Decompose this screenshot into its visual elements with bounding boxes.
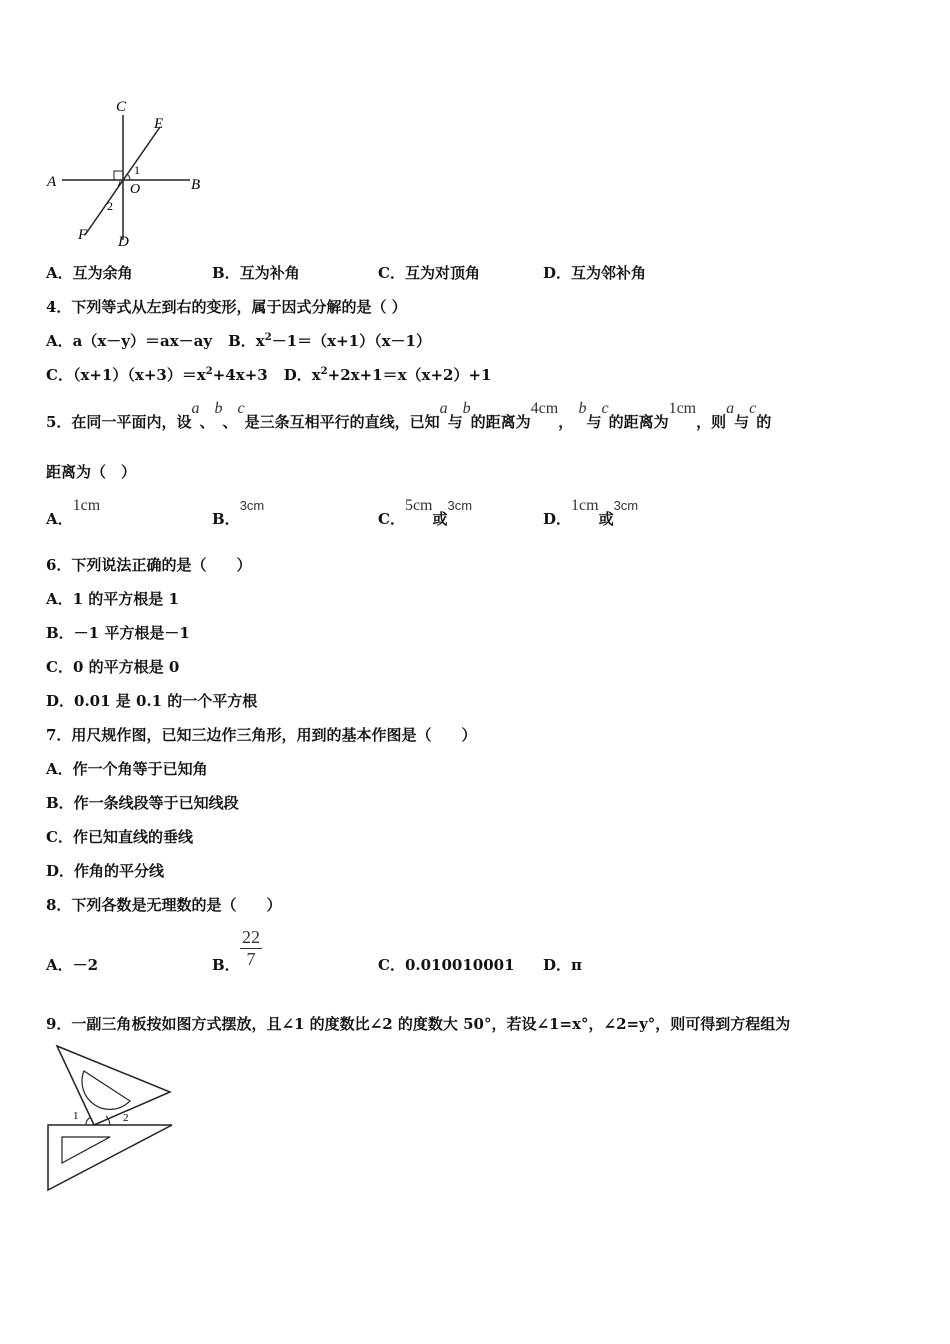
q8-option-b-key: B． <box>212 956 240 974</box>
label-f: F <box>78 227 88 243</box>
label-angle-2: 2 <box>123 1112 129 1124</box>
label-angle-1: 1 <box>73 1110 79 1122</box>
q6-option-c: C．0 的平方根是 0 <box>46 658 180 676</box>
q5-option-c: C．5cm或3cm <box>378 497 473 528</box>
q3-option-d: D．互为邻补角 <box>543 264 647 282</box>
q8-option-c: C．0.010010001 <box>378 956 515 974</box>
lower-set-square <box>48 1125 172 1190</box>
q3-option-b: B．互为补角 <box>212 264 300 282</box>
q8-stem: 8．下列各数是无理数的是（ ） <box>46 896 282 914</box>
q7-option-c: C．作已知直线的垂线 <box>46 828 193 846</box>
q5-stem: 5．在同一平面内，设a、b、c是三条互相平行的直线，已知a与b的距离为4cm， b与c的距离为1cm，则a与c的 <box>46 400 772 431</box>
q6-option-d: D．0.01 是 0.1 的一个平方根 <box>46 692 258 710</box>
q4-option-c: C．$(x+1)(x+3)=x^2+4x+3$ <box>46 366 268 384</box>
angle-1-arc <box>127 174 130 180</box>
q4-option-b: B．$x^2-1=(x+1)(x-1)$ <box>228 332 431 350</box>
q4-option-a: A．a（x－y）＝ax－ay <box>46 332 213 350</box>
label-angle-2: 2 <box>107 199 113 213</box>
right-angle-mark <box>114 171 123 180</box>
q3-option-c: C．互为对顶角 <box>378 264 480 282</box>
intersecting-lines-figure <box>40 95 215 255</box>
label-o: O <box>130 182 141 197</box>
q5-stem-line2: 距离为（ ） <box>46 463 137 481</box>
label-c: C <box>116 99 127 115</box>
q8-option-a: A．－2 <box>46 956 99 974</box>
q6-stem: 6．下列说法正确的是（ ） <box>46 556 252 574</box>
label-e: E <box>154 116 164 132</box>
q8-option-b-fraction <box>240 927 262 970</box>
fraction-denominator: 7 <box>246 949 256 969</box>
q5-option-b: B．3cm <box>212 498 265 528</box>
q7-stem: 7．用尺规作图，已知三边作三角形，用到的基本作图是（ ） <box>46 726 477 744</box>
q4-options-row1 <box>46 330 431 351</box>
q7-option-d: D．作角的平分线 <box>46 862 165 880</box>
q4-option-d: D．$x^2+2x+1=x(x+2)+1$ <box>283 366 492 384</box>
q6-option-b: B．－1 平方根是－1 <box>46 624 190 642</box>
label-b: B <box>191 177 201 193</box>
q7-option-a: A．作一个角等于已知角 <box>46 760 208 778</box>
label-angle-1: 1 <box>134 163 140 177</box>
q5-option-d: D．1cm或3cm <box>543 497 639 528</box>
q7-option-b: B．作一条线段等于已知线段 <box>46 794 239 812</box>
angle-2-arc <box>106 1116 110 1125</box>
q8-option-d: D．π <box>543 956 582 974</box>
q3-option-a: A．互为余角 <box>46 264 133 282</box>
label-d: D <box>118 234 129 250</box>
q6-option-a: A．1 的平方根是 1 <box>46 590 179 608</box>
lower-set-square-hole <box>62 1137 110 1163</box>
set-squares-figure <box>40 1040 180 1195</box>
q4-stem: 4．下列等式从左到右的变形，属于因式分解的是（ ） <box>46 298 407 316</box>
semicircle-hole <box>82 1071 130 1109</box>
q4-options-row2 <box>46 364 492 385</box>
label-a: A <box>47 174 57 190</box>
q9-stem: 9．一副三角板按如图方式摆放，且∠1 的度数比∠2 的度数大 50°，若设∠1=x°，∠2=y°，则可得到方程组为 <box>46 1015 791 1033</box>
q5-option-a: A．1cm <box>46 497 101 528</box>
fraction-numerator: 22 <box>242 927 260 947</box>
